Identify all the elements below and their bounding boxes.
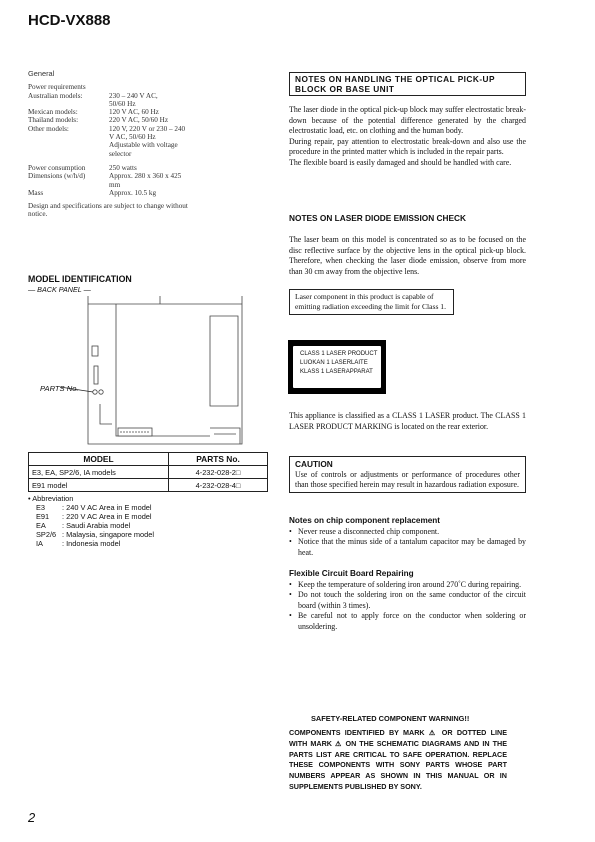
page-number: 2 — [28, 810, 36, 825]
list-item: E3 : 240 V AC Area in E model — [36, 502, 152, 512]
column-header-model: MODEL — [29, 453, 169, 466]
list-item: • Keep the temperature of soldering iron around 270˚C during repairing. — [289, 580, 522, 589]
table-row — [29, 466, 268, 479]
abbreviation-list — [28, 495, 154, 548]
model-cell: E91 model — [29, 479, 169, 492]
list-item: • Do not touch the soldering iron on the same conductor of the circuit board (within 3 times). — [289, 590, 526, 610]
optical-pickup-heading: NOTES ON HANDLING THE OPTICAL PICK-UP BLOCK OR BASE UNIT — [289, 72, 526, 96]
paragraph: During repair, pay attention to electrostatic break-down and also use the procedure in the printed matter which is included in the repair parts. — [289, 136, 526, 157]
spec-row: Dimensions (w/h/d) Approx. 280 x 360 x 425 mm — [28, 172, 182, 189]
back-panel-illustration — [60, 296, 270, 446]
spec-row: Mass Approx. 10.5 kg — [28, 188, 157, 197]
optical-pickup-text — [289, 105, 526, 169]
safety-warning-body: COMPONENTS IDENTIFIED BY MARK ⚠ OR DOTTED LINE WITH MARK ⚠ ON THE SCHEMATIC DIAGRAMS AND IN THE PARTS LIST ARE CRITICAL TO SAFE OPERATION. REPLACE THESE COMPONENTS WITH SONY PARTS WHOSE PART NUMBERS APPEAR AS SHOWN IN THIS MANUAL OR IN SUPPLEMENTS PUBLISHED BY SONY. — [289, 728, 507, 791]
list-item: EA : Saudi Arabia model — [36, 520, 131, 530]
laser-label-text: CLASS 1 LASER PRODUCT LUOKAN 1 LASERLAITE KLASS 1 LASERAPPARAT — [293, 346, 381, 388]
paragraph: The laser diode in the optical pick-up block may suffer electrostatic break-down because of the potential difference generated by the charged electrostatic load, etc. on clothing and the human body. — [289, 105, 526, 136]
caution-title: CAUTION — [295, 459, 333, 469]
spec-note: Design and specifications are subject to change without notice. — [28, 202, 188, 219]
page-title: HCD-VX888 — [28, 12, 111, 29]
spec-section-title: General — [28, 69, 55, 78]
model-id-subheading: — BACK PANEL — — [28, 285, 91, 294]
spec-row: Power consumption 250 watts — [28, 163, 137, 172]
list-item: E91 : 220 V AC Area in E model — [36, 511, 152, 521]
table-row — [29, 479, 268, 492]
parts-number-callout: PARTS No. — [40, 384, 79, 393]
parts-cell: 4-232-028-4□ — [169, 479, 268, 492]
caution-body: Use of controls or adjustments or performance of procedures other than those specified herein may result in hazardous radiation exposure. — [295, 470, 520, 490]
list-item: • Notice that the minus side of a tantalum capacitor may be damaged by heat. — [289, 537, 526, 557]
spec-row: Other models: 120 V, 220 V or 230 – 240 V AC, 50/60 Hz Adjustable with voltage selector — [28, 124, 186, 158]
paragraph: The flexible board is easily damaged and should be handled with care. — [289, 157, 512, 167]
spec-row: Australian models: 230 – 240 V AC, 50/60 Hz — [28, 91, 158, 108]
flex-board-list — [289, 580, 526, 632]
spec-row: Mexican models: 120 V AC, 60 Hz — [28, 108, 159, 117]
list-item: • Never reuse a disconnected chip component. — [289, 527, 440, 536]
flex-board-heading: Flexible Circuit Board Repairing — [289, 569, 414, 578]
laser-check-heading: NOTES ON LASER DIODE EMISSION CHECK — [289, 213, 467, 223]
safety-warning-title: SAFETY-RELATED COMPONENT WARNING!! — [311, 714, 470, 723]
model-cell: E3, EA, SP2/6, IA models — [29, 466, 169, 479]
laser-warning-box: Laser component in this product is capable of emitting radiation exceeding the limit for Class 1. — [289, 289, 454, 315]
list-item: • Be careful not to apply force on the conductor when soldering or unsoldering. — [289, 611, 526, 631]
chip-replacement-heading: Notes on chip component replacement — [289, 516, 441, 525]
list-item: IA : Indonesia model — [36, 538, 121, 548]
spec-block — [28, 70, 248, 219]
model-parts-table — [28, 452, 268, 492]
model-id-heading: MODEL IDENTIFICATION — [28, 274, 132, 284]
column-header-parts: PARTS No. — [169, 453, 268, 466]
laser-check-text: The laser beam on this model is concentrated so as to be focused on the disc reflective surface by the objective lens in the optical pick-up block. Therefore, when checking the laser diode emission, observe from more than 30 cm away from the objective lens. — [289, 235, 526, 276]
list-item: SP2/6 : Malaysia, singapore model — [36, 529, 155, 539]
table-header-row — [29, 453, 268, 466]
class-note-text: This appliance is classified as a CLASS 1 LASER product. The CLASS 1 LASER PRODUCT MARKING is located on the rear exterior. — [289, 411, 526, 431]
abbreviation-title: • Abbreviation — [28, 494, 74, 503]
chip-replacement-list — [289, 527, 526, 558]
spec-row: Power requirements — [28, 83, 86, 92]
spec-row: Thailand models: 220 V AC, 50/60 Hz — [28, 116, 169, 125]
parts-cell: 4-232-028-2□ — [169, 466, 268, 479]
caution-box — [289, 456, 526, 493]
